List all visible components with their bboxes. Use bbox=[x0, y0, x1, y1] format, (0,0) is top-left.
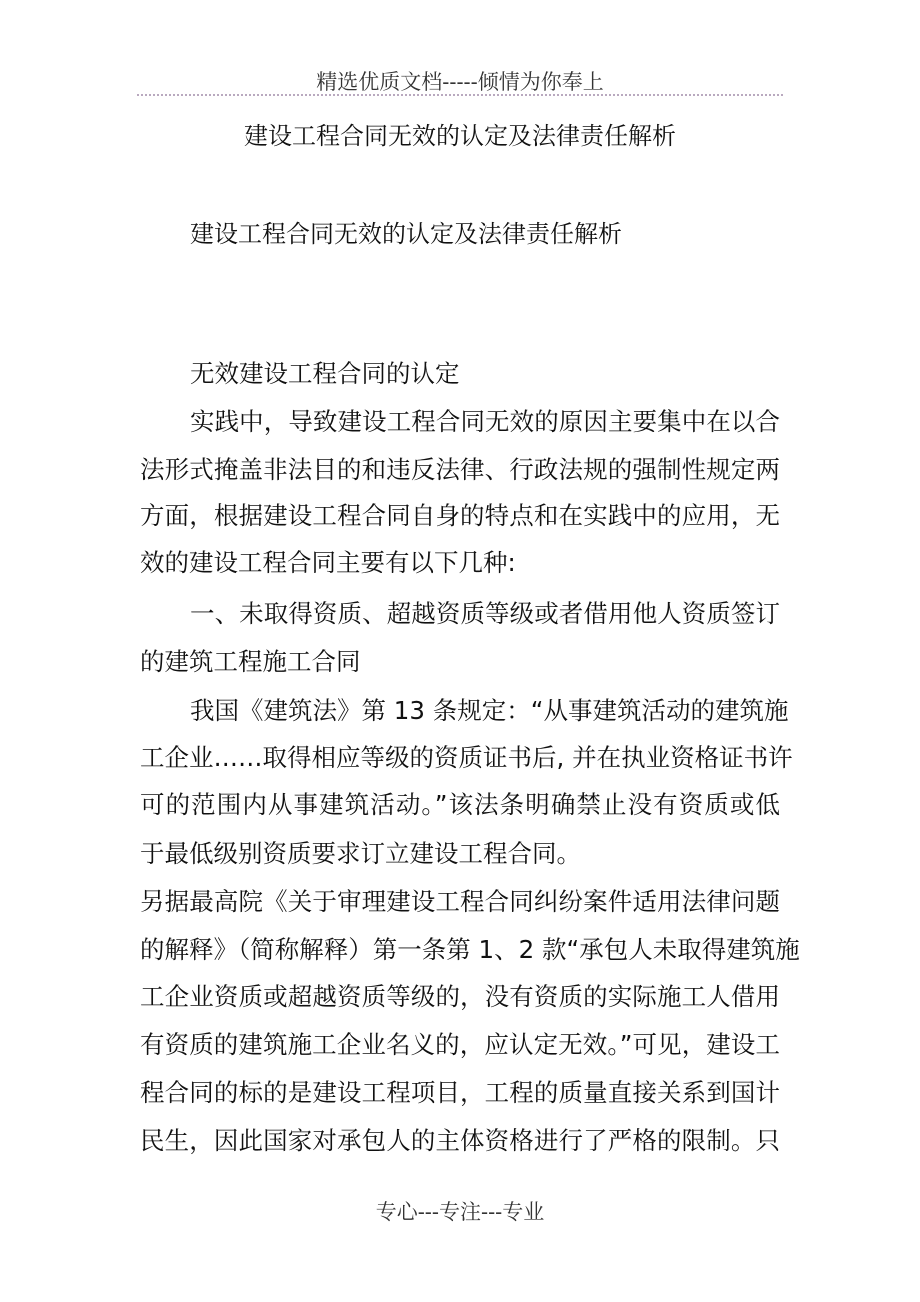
paragraph-line: 效的建设工程合同主要有以下几种: bbox=[140, 548, 516, 577]
paragraph-line: 的建筑工程施工合同 bbox=[140, 647, 361, 676]
paragraph-line: 可的范围内从事建筑活动。”该法条明确禁止没有资质或低 bbox=[140, 790, 780, 819]
page-header: 精选优质文档-----倾情为你奉上 bbox=[316, 70, 604, 94]
document-subtitle: 建设工程合同无效的认定及法律责任解析 bbox=[190, 220, 622, 248]
paragraph-line: 有资质的建筑施工企业名义的，应认定无效。”可见，建设工 bbox=[140, 1030, 780, 1059]
paragraph-line: 程合同的标的是建设工程项目，工程的质量直接关系到国计 bbox=[140, 1078, 780, 1107]
header-divider bbox=[137, 94, 783, 96]
paragraph-line: 方面，根据建设工程合同自身的特点和在实践中的应用，无 bbox=[140, 501, 780, 530]
paragraph-line: 于最低级别资质要求订立建设工程合同。 bbox=[140, 839, 581, 868]
section-heading: 无效建设工程合同的认定 bbox=[190, 359, 460, 388]
document-title: 建设工程合同无效的认定及法律责任解析 bbox=[244, 122, 676, 150]
paragraph-line: 实践中，导致建设工程合同无效的原因主要集中在以合 bbox=[190, 407, 780, 436]
paragraph-line: 的解释》（简称解释）第一条第 1、2 款“承包人未取得建筑施 bbox=[140, 935, 800, 964]
paragraph-line: 法形式掩盖非法目的和违反法律、行政法规的强制性规定两 bbox=[140, 455, 780, 484]
paragraph-line: 工企业……取得相应等级的资质证书后, 并在执业资格证书许 bbox=[140, 743, 793, 772]
paragraph-line: 另据最高院《关于审理建设工程合同纠纷案件适用法律问题 bbox=[140, 887, 780, 916]
paragraph-line: 我国《建筑法》第 13 条规定：“从事建筑活动的建筑施 bbox=[190, 696, 789, 725]
paragraph-line: 工企业资质或超越资质等级的，没有资质的实际施工人借用 bbox=[140, 982, 780, 1011]
page-footer: 专心---专注---专业 bbox=[375, 1200, 545, 1224]
paragraph-line: 一、未取得资质、超越资质等级或者借用他人资质签订 bbox=[190, 599, 780, 628]
paragraph-line: 民生，因此国家对承包人的主体资格进行了严格的限制。只 bbox=[140, 1126, 780, 1155]
